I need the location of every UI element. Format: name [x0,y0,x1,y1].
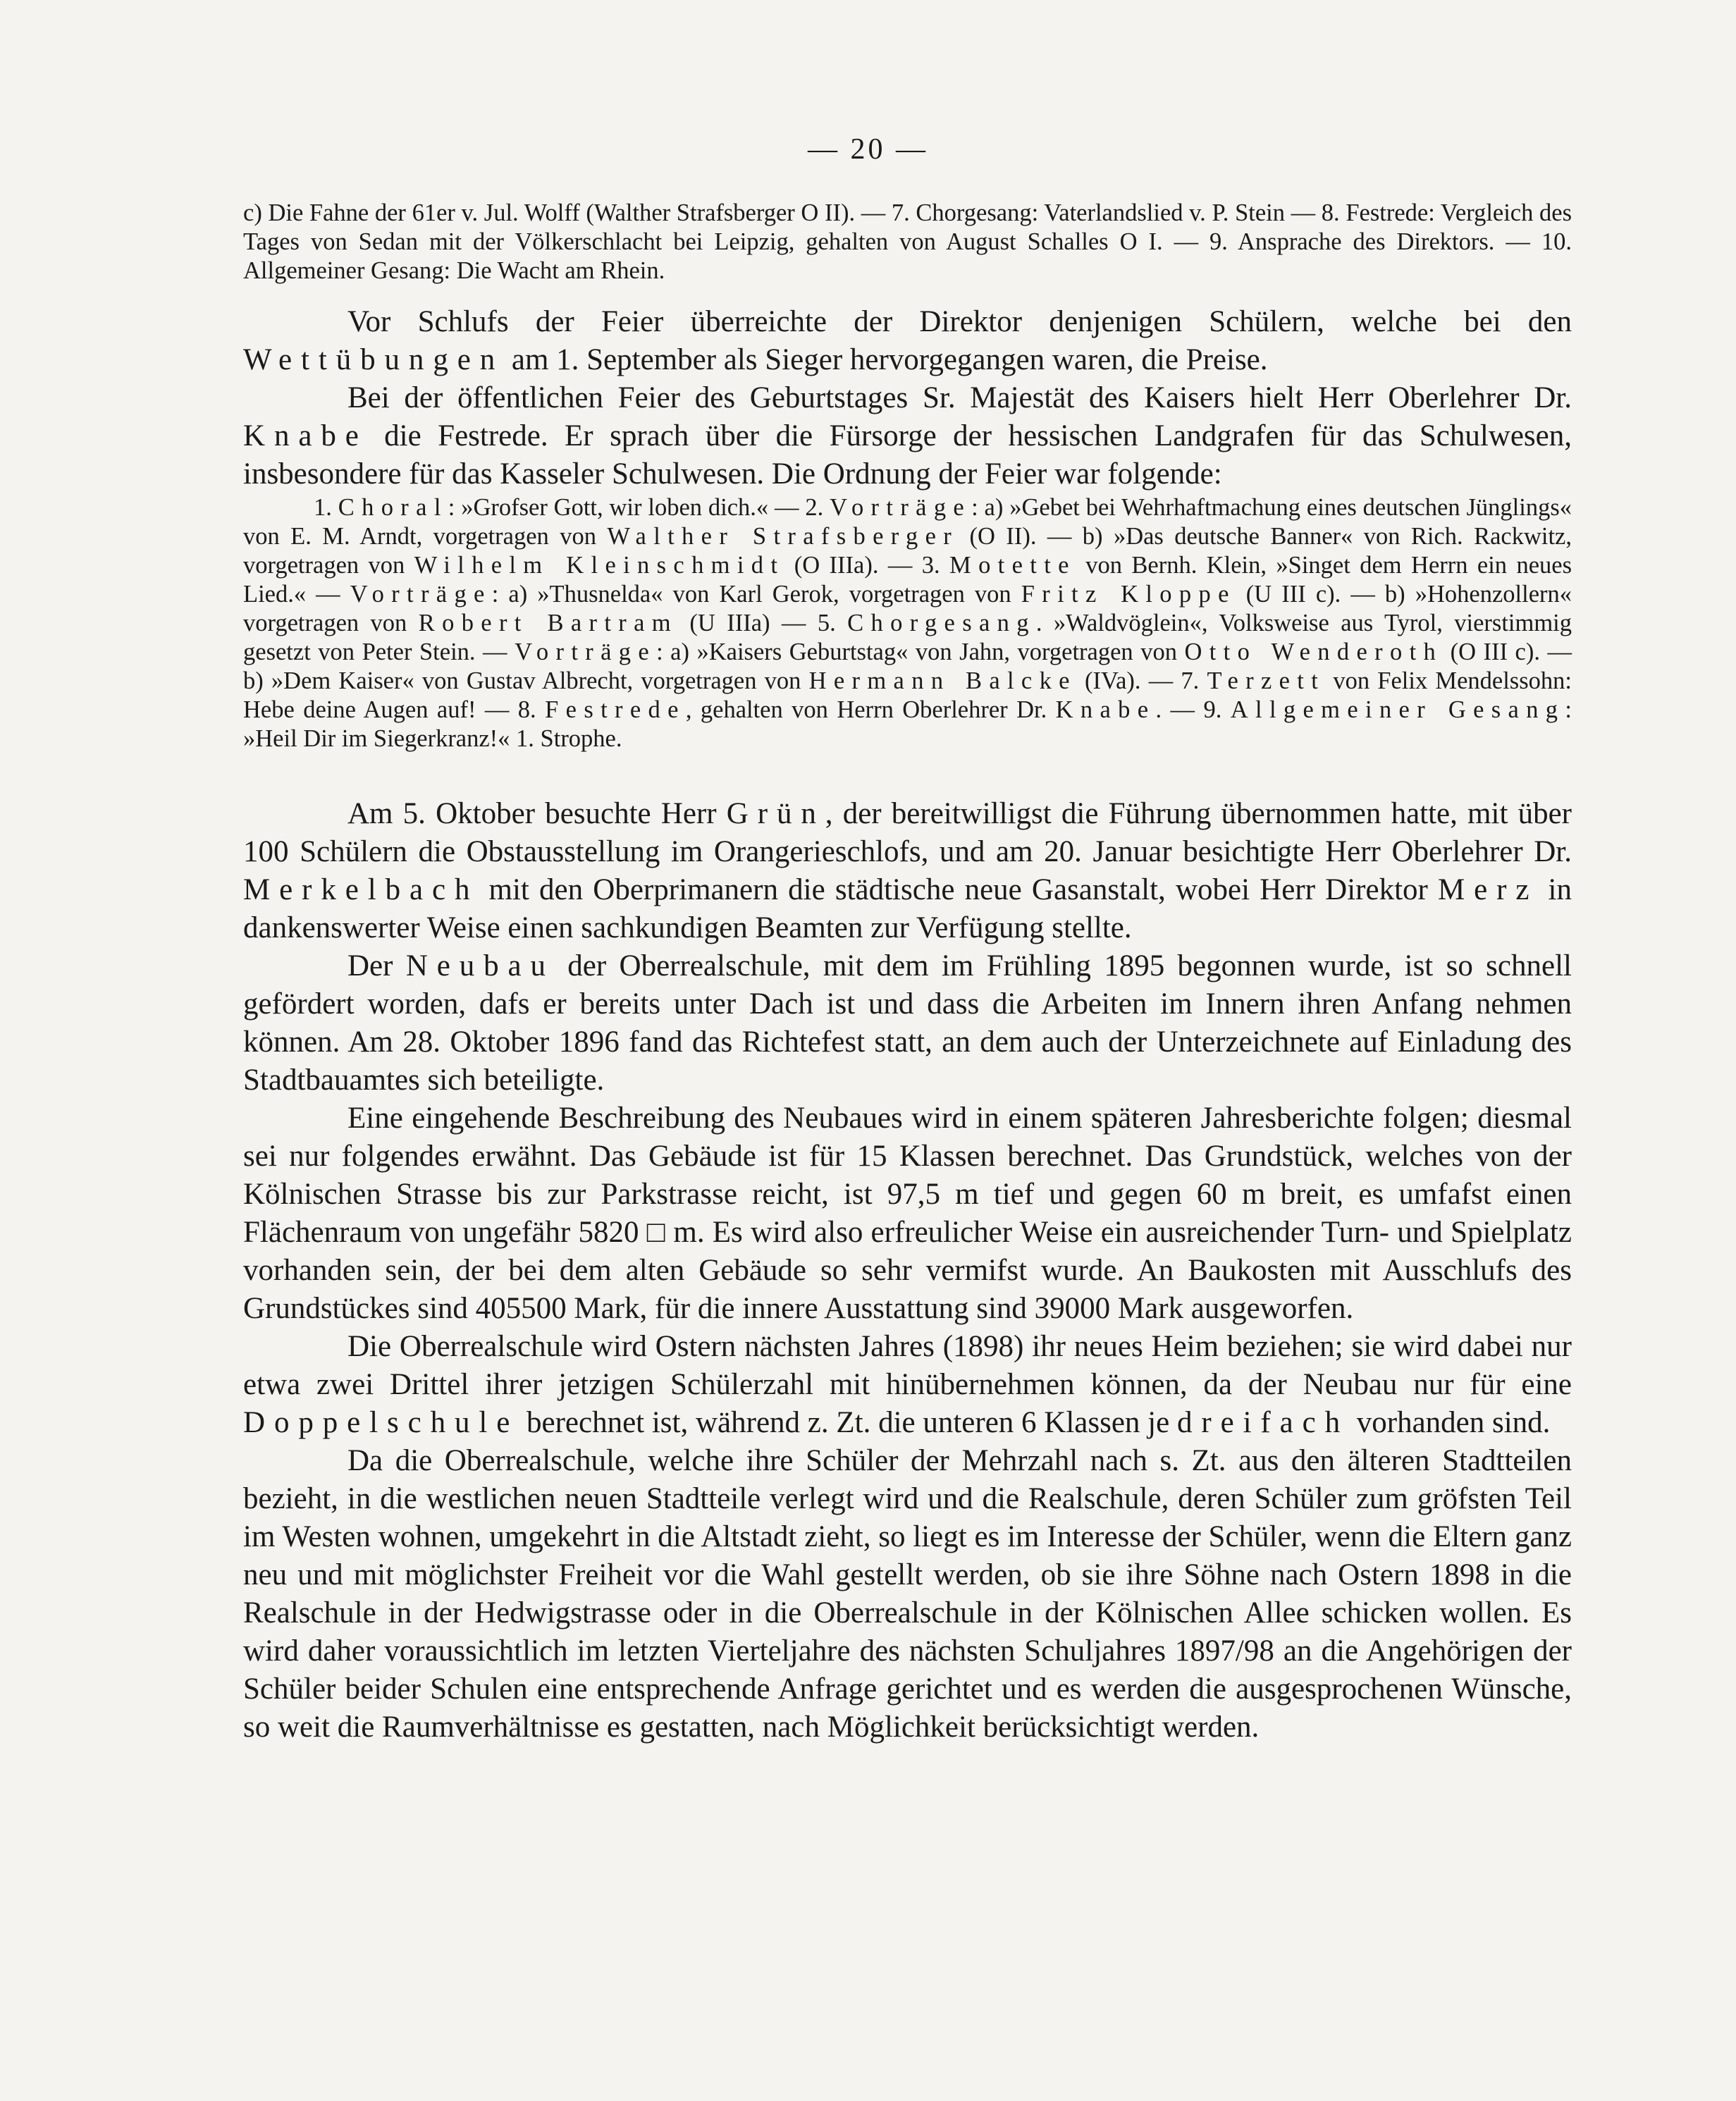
spaced-name: Hermann Balcke [808,667,1077,694]
spaced-term: Neubau [405,949,555,982]
spaced-name: Fritz Kloppe [1021,581,1236,608]
square-unit-icon: □ [646,1216,666,1249]
spaced-name: Walther Strafsberger [607,523,959,550]
neubau-paragraph [243,947,1572,1099]
spaced-term: Wettübungen [243,343,505,376]
text-run: : »Grofser Gott, wir loben dich.« — 2. [448,494,830,521]
text-run: (O III c). — b) »Dem Kaiser« von Gustav Albrecht, vorgetragen von [243,639,1572,694]
programme-text [243,199,1572,285]
text-run: (U III c). — b) »Hohenzollern« vorgetragen von [243,581,1572,636]
text-run: die Festrede. Er sprach über die Fürsorge der hessischen Landgrafen für das Schulwesen, insbesondere für das Kasseler Schulwesen. Die Ordnung der Feier war folgende: [243,419,1572,491]
spaced-term: Terzett [1207,667,1326,694]
text-run: : a) »Thusnelda« von Karl Gerok, vorgetragen von [491,581,1021,608]
text-run: in dankenswerter Weise einen sachkundigen Beamten zur Verfügung stellte. [243,873,1572,944]
birthday-programme [243,493,1572,753]
spaced-name: Otto Wenderoth [1184,639,1443,665]
programme-text-run: c) Die Fahne der 61er v. Jul. Wolff (Walther Strafsberger O II). — 7. Chorgesang: Vaterlandslied v. P. Stein — 8. Festrede: Vergleich des Tages von Sedan mit der Völkerschlacht bei Leipzig, gehalten von August Schalles O I. — 9. Ansprache des Direktors. — 10. Allgemeiner Gesang: Die Wacht am Rhein. [243,199,1572,284]
text-run: . »Waldvöglein«, Volksweise aus Tyrol, vierstimmig gesetzt von Peter Stein. — [243,610,1572,665]
text-run: Der [347,949,406,982]
spaced-name: Knabe [1055,696,1156,723]
text-run: (U IIIa) — 5. [678,610,848,636]
move-paragraph [243,1328,1572,1442]
sedan-programme-end [243,199,1572,285]
text-run: berechnet ist, während z. Zt. die unteren 6 Klassen je [519,1406,1177,1439]
spaced-name: Grün [726,797,825,830]
spaced-term: Allgemeiner Gesang [1230,696,1565,723]
text-run: : »Heil Dir im Siegerkranz!« 1. Strophe. [243,696,1572,752]
text-run: . — 9. [1155,696,1231,723]
choice-paragraph [243,1442,1572,1746]
text-run: mit den Oberprimanern die städtische neue Gasanstalt, wobei Herr Direktor [479,873,1439,906]
text-run: (O IIIa). — 3. [784,552,950,579]
spaced-name: Merkelbach [243,873,479,906]
prize-and-birthday-section [243,303,1572,493]
spaced-name: Wilhelm Kleinschmidt [414,552,785,579]
text-run: der Oberrealschule, mit dem im Frühling 1895 begonnen wurde, ist so schnell gefördert worden, dafs er bereits unter Dach ist und dass die Arbeiten im Innern ihren Anfang nehmen können. Am 28. Oktober 1896 fand das Richtefest statt, an dem auch der Unterzeichnete auf Einladung des Stadtbauamtes sich beteiligte. [243,949,1572,1097]
excursion-paragraph [243,795,1572,947]
spaced-term: dreifach [1176,1406,1350,1439]
text-run: Vor Schlufs der Feier überreichte der Direktor denjenigen Schülern, welche bei den [347,305,1572,338]
text-run: am 1. September als Sieger hervorgegangen waren, die Preise. [504,343,1268,376]
spaced-name: Merz [1438,873,1539,906]
text-run: von Felix Mendelssohn: Hebe deine Augen auf! — 8. [243,667,1572,723]
spaced-name: Knabe [243,419,368,452]
spaced-term: Festrede [545,696,686,723]
spaced-term: Vorträge [350,581,492,608]
text-run: Die Oberrealschule wird Ostern nächsten Jahres (1898) ihr neues Heim beziehen; sie wird dabei nur etwa zwei Drittel ihrer jetzigen Schülerzahl mit hinübernehmen können, da der Neubau nur für eine [243,1330,1572,1401]
text-run: Eine eingehende Beschreibung des Neubaues wird in einem späteren Jahresberichte folgen; diesmal sei nur folgendes erwähnt. Das Gebäude ist für 15 Klassen berechnet. Das Grundstück, welches von der Kölnischen Strasse bis zur Parkstrasse reicht, ist 97,5 m tief und gegen 60 m breit, es umfafst einen Flächenraum von ungefähr 5820 [243,1102,1572,1249]
text-run: , gehalten von Herrn Oberlehrer Dr. [685,696,1056,723]
spaced-term: Motette [949,552,1076,579]
text-run: Am 5. Oktober besuchte Herr [347,797,727,830]
text-run: Da die Oberrealschule, welche ihre Schüler der Mehrzahl nach s. Zt. aus den älteren Stadtteilen bezieht, in die westlichen neuen Stadtteile verlegt wird und die Realschule, deren Schüler zum gröfsten Teil im Westen wohnen, umgekehrt in die Altstadt zieht, so liegt es im Interesse der Schüler, wenn die Eltern ganz neu und mit möglichster Freiheit vor die Wahl gestellt werden, ob sie ihre Söhne nach Ostern 1898 in die Realschule in der Hedwigstrasse oder in die Oberrealschule in der Kölnischen Allee schicken wollen. Es wird daher voraussichtlich im letzten Vierteljahre des nächsten Schuljahres 1897/98 an die Angehörigen der Schüler beider Schulen eine entsprechende Anfrage gerichtet und es werden die ausgesprochenen Wünsche, so weit die Raumverhältnisse es gestatten, nach Möglichkeit berücksichtigt werden. [243,1444,1572,1744]
text-run: (IVa). — 7. [1076,667,1207,694]
prize-paragraph [243,303,1572,379]
spaced-term: Doppelschule [243,1406,519,1439]
description-paragraph [243,1099,1572,1328]
spaced-term: Chorgesang [847,610,1036,636]
text-run: 1. [314,494,338,521]
text-run: : a) »Gebet bei Wehrhaftmachung eines deutschen Jünglings« von E. M. Arndt, vorgetragen von [243,494,1572,550]
text-run: , der bereitwilligst die Führung übernommen hatte, mit über 100 Schülern die Obstausstellung im Orangerieschlofs, und am 20. Januar besichtigte Herr Oberlehrer Dr. [243,797,1572,868]
spaced-term: Vorträge [830,494,972,521]
spaced-term: Vorträge [515,639,657,665]
text-run: m. Es wird also erfreulicher Weise ein ausreichender Turn- und Spielplatz vorhanden sein, der bei dem alten Gebäude so sehr vermifst wurde. An Baukosten mit Ausschlufs des Grundstückes sind 405500 Mark, für die innere Ausstattung sind 39000 Mark ausgeworfen. [243,1216,1572,1325]
main-body-text [243,795,1572,1746]
text-run: von Bernh. Klein, »Singet dem Herrn ein neues Lied.« — [243,552,1572,608]
spaced-name: Robert Bartram [418,610,678,636]
text-run: Bei der öffentlichen Feier des Geburtstages Sr. Majestät des Kaisers hielt Herr Oberlehrer Dr. [347,381,1572,414]
text-run: vorhanden sind. [1349,1406,1551,1439]
text-run: (O II). — b) »Das deutsche Banner« von Rich. Rackwitz, vorgetragen von [243,523,1572,579]
text-run: : a) »Kaisers Geburtstag« von Jahn, vorgetragen von [656,639,1185,665]
page-number: — 20 — [808,133,928,166]
spaced-term: Choral [338,494,448,521]
birthday-programme-text [243,493,1572,753]
birthday-paragraph [243,379,1572,493]
